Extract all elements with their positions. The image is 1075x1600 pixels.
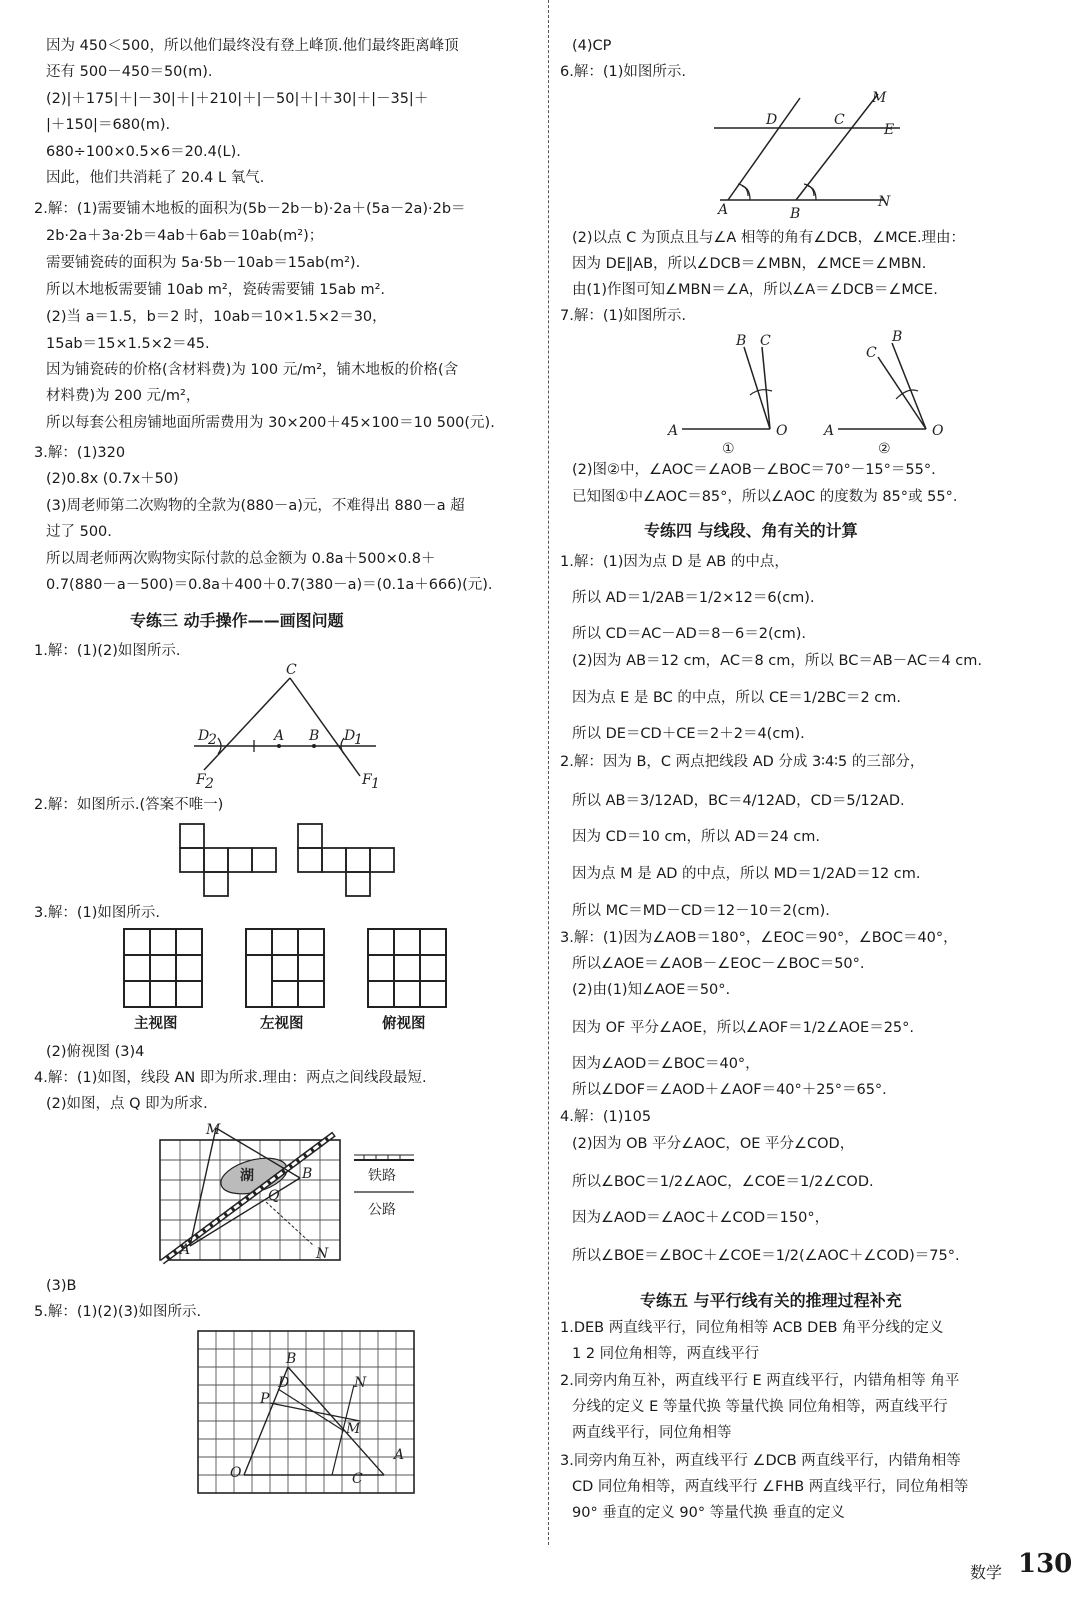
section-title-5: 专练五 与平行线有关的推理过程补充 xyxy=(640,1291,902,1310)
text-line: 2.同旁内角互补，两直线平行 E 两直线平行，内错角相等 角平 xyxy=(560,1373,960,1389)
text-line: 还有 500－450＝50(m). xyxy=(46,64,213,80)
text-line: 所以∠DOF＝∠AOD＋∠AOF＝40°＋25°＝65°. xyxy=(572,1082,887,1098)
text-line: (2)由(1)知∠AOE＝50°. xyxy=(572,982,731,998)
footer-subject: 数学 xyxy=(970,1563,1003,1582)
text-line: (3)周老师第二次购物的全款为(880－a)元，不难得出 880－a 超 xyxy=(46,498,465,514)
svg-text:Q: Q xyxy=(268,1188,280,1204)
text-line: (2)图②中，∠AOC＝∠AOB－∠BOC＝70°－15°＝55°. xyxy=(572,462,936,478)
svg-text:B: B xyxy=(309,728,320,744)
text-line: 所以 AB＝3/12AD，BC＝4/12AD，CD＝5/12AD. xyxy=(572,793,905,809)
text-line: 两直线平行，同位角相等 xyxy=(572,1425,732,1441)
text-line: 材料费)为 200 元/m²， xyxy=(46,388,201,404)
text-line: 1 2 同位角相等，两直线平行 xyxy=(572,1346,760,1362)
text-line: 因此，他们共消耗了 20.4 L 氧气. xyxy=(46,170,265,186)
text-line: 所以周老师两次购物实际付款的总金额为 0.8a＋500×0.8＋ xyxy=(46,551,436,567)
svg-text:B: B xyxy=(302,1166,313,1182)
text-line: 因为点 E 是 BC 的中点，所以 CE＝1/2BC＝2 cm. xyxy=(572,690,902,706)
figure-map-grid xyxy=(154,1120,454,1270)
text-line: 2.解：(1)需要铺木地板的面积为(5b－2b－b)·2a＋(5a－2a)·2b＝ xyxy=(34,201,466,217)
text-line: 由(1)作图可知∠MBN＝∠A，所以∠A＝∠DCB＝∠MCE. xyxy=(572,282,938,298)
svg-text:A: A xyxy=(180,1242,191,1258)
text-line: |＋150|＝680(m). xyxy=(46,117,171,133)
text-line: (2)0.8x (0.7x＋50) xyxy=(46,471,179,487)
text-line: CD 同位角相等，两直线平行 ∠FHB 两直线平行，同位角相等 xyxy=(572,1479,969,1495)
text-line: 所以 CD＝AC－AD＝8－6＝2(cm). xyxy=(572,626,806,642)
text-line: 1.DEB 两直线平行，同位角相等 ACB DEB 角平分线的定义 xyxy=(560,1320,944,1336)
text-line: 所以∠AOE＝∠AOB－∠EOC－∠BOC＝50°. xyxy=(572,956,865,972)
text-line: 6.解：(1)如图所示. xyxy=(560,64,686,80)
text-line: (2)以点 C 为顶点且与∠A 相等的角有∠DCB，∠MCE.理由： xyxy=(572,230,966,246)
figure-three-views xyxy=(118,925,498,1015)
text-line: 4.解：(1)如图，线段 AN 即为所求.理由：两点之间线段最短. xyxy=(34,1070,427,1086)
text-line: 因为铺瓷砖的价格(含材料费)为 100 元/m²，铺木地板的价格(含 xyxy=(46,362,459,378)
page-number: 130 xyxy=(1018,1549,1073,1579)
svg-text:D: D xyxy=(766,112,778,128)
figure-triangle-line xyxy=(184,660,384,790)
svg-text:M: M xyxy=(346,1421,361,1437)
text-line: 0.7(880－a－500)＝0.8a＋400＋0.7(380－a)＝(0.1a＋666)(元). xyxy=(46,577,493,593)
text-line: (2)当 a＝1.5，b＝2 时，10ab＝10×1.5×2＝30， xyxy=(46,309,387,325)
text-line: 2.解：因为 B，C 两点把线段 AD 分成 3∶4∶5 的三部分， xyxy=(560,754,925,770)
svg-text:B: B xyxy=(736,333,747,349)
svg-text:B: B xyxy=(892,329,903,345)
svg-text:C: C xyxy=(834,112,845,128)
section-title-4: 专练四 与线段、角有关的计算 xyxy=(644,521,858,540)
column-divider xyxy=(548,0,549,1545)
text-line: (2)如图，点 Q 即为所求. xyxy=(46,1096,208,1112)
svg-text:C: C xyxy=(352,1471,363,1487)
text-line: 所以∠BOE＝∠BOC＋∠COE＝1/2(∠AOC＋∠COD)＝75°. xyxy=(572,1248,960,1264)
figure-cube-nets xyxy=(174,820,504,900)
svg-text:C: C xyxy=(760,333,771,349)
text-line: 所以 AD＝1/2AB＝1/2×12＝6(cm). xyxy=(572,590,815,606)
text-line: 15ab＝15×1.5×2＝45. xyxy=(46,336,210,352)
railway-label: 铁路 xyxy=(368,1168,396,1184)
figure-angles xyxy=(660,325,960,455)
view-label: 左视图 xyxy=(260,1016,304,1032)
text-line: 需要铺瓷砖的面积为 5a·5b－10ab＝15ab(m²). xyxy=(46,255,361,271)
svg-text:1: 1 xyxy=(354,732,363,748)
text-line: (4)CP xyxy=(572,38,612,54)
svg-text:A: A xyxy=(668,423,679,439)
text-line: 因为 DE∥AB，所以∠DCB＝∠MBN，∠MCE＝∠MBN. xyxy=(572,256,927,272)
text-line: 所以木地板需要铺 10ab m²，瓷砖需要铺 15ab m². xyxy=(46,282,385,298)
svg-text:1: 1 xyxy=(371,776,380,790)
svg-text:M: M xyxy=(206,1122,221,1138)
svg-text:C: C xyxy=(866,345,877,361)
lake-label: 湖 xyxy=(240,1168,254,1184)
text-line: 2.解：如图所示.(答案不唯一) xyxy=(34,797,224,813)
svg-text:N: N xyxy=(878,194,891,210)
text-line: 3.解：(1)因为∠AOB＝180°，∠EOC＝90°，∠BOC＝40°， xyxy=(560,930,958,946)
svg-text:A: A xyxy=(824,423,835,439)
text-line: 1.解：(1)(2)如图所示. xyxy=(34,643,181,659)
text-line: 所以∠BOC＝1/2∠AOC，∠COE＝1/2∠COD. xyxy=(572,1174,874,1190)
text-line: 所以 MC＝MD－CD＝12－10＝2(cm). xyxy=(572,903,830,919)
svg-text:E: E xyxy=(884,122,895,138)
text-line: 3.同旁内角互补，两直线平行 ∠DCB 两直线平行，内错角相等 xyxy=(560,1453,961,1469)
svg-text:M: M xyxy=(872,90,887,106)
text-line: 680÷100×0.5×6＝20.4(L). xyxy=(46,144,241,160)
text-line: (3)B xyxy=(46,1278,77,1294)
text-line: (2)因为 AB＝12 cm，AC＝8 cm，所以 BC＝AB－AC＝4 cm. xyxy=(572,653,983,669)
text-line: 因为 OF 平分∠AOE，所以∠AOF＝1/2∠AOE＝25°. xyxy=(572,1020,915,1036)
svg-text:A: A xyxy=(718,202,729,218)
svg-text:O: O xyxy=(230,1465,242,1481)
figure-grid-points xyxy=(184,1325,424,1500)
text-line: 3.解：(1)如图所示. xyxy=(34,905,160,921)
text-line: 4.解：(1)105 xyxy=(560,1109,652,1125)
text-line: 1.解：(1)因为点 D 是 AB 的中点， xyxy=(560,554,789,570)
text-line: 因为点 M 是 AD 的中点，所以 MD＝1/2AD＝12 cm. xyxy=(572,866,921,882)
svg-text:A: A xyxy=(394,1447,405,1463)
road-label: 公路 xyxy=(368,1202,396,1218)
text-line: 90° 垂直的定义 90° 等量代换 垂直的定义 xyxy=(572,1505,845,1521)
svg-text:F: F xyxy=(196,772,206,788)
svg-text:F: F xyxy=(362,772,372,788)
svg-text:B: B xyxy=(790,206,801,222)
text-line: 3.解：(1)320 xyxy=(34,445,126,461)
section-title-3: 专练三 动手操作——画图问题 xyxy=(130,611,344,630)
view-label: 主视图 xyxy=(134,1016,178,1032)
svg-text:O: O xyxy=(776,423,788,439)
svg-text:D: D xyxy=(344,728,356,744)
view-label: 俯视图 xyxy=(382,1016,426,1032)
text-line: 因为 450＜500，所以他们最终没有登上峰顶.他们最终距离峰顶 xyxy=(46,38,459,54)
svg-text:D: D xyxy=(198,728,210,744)
text-line: 因为 CD＝10 cm，所以 AD＝24 cm. xyxy=(572,829,821,845)
svg-text:C: C xyxy=(286,662,297,678)
svg-text:N: N xyxy=(354,1375,367,1391)
text-line: 所以 DE＝CD＋CE＝2＋2＝4(cm). xyxy=(572,726,805,742)
text-line: (2)|＋175|＋|－30|＋|＋210|＋|－50|＋|＋30|＋|－35|＋ xyxy=(46,91,429,107)
text-line: 7.解：(1)如图所示. xyxy=(560,308,686,324)
text-line: 分线的定义 E 等量代换 等量代换 同位角相等，两直线平行 xyxy=(572,1399,948,1415)
fig7-label-2: ② xyxy=(878,441,891,455)
text-line: 因为∠AOD＝∠BOC＝40°， xyxy=(572,1056,760,1072)
svg-text:2: 2 xyxy=(205,776,214,790)
svg-text:P: P xyxy=(260,1391,270,1407)
svg-text:N: N xyxy=(316,1246,329,1262)
figure-parallel-lines xyxy=(700,84,920,224)
text-line: 5.解：(1)(2)(3)如图所示. xyxy=(34,1304,202,1320)
fig7-label-1: ① xyxy=(722,441,735,455)
text-line: 已知图①中∠AOC＝85°，所以∠AOC 的度数为 85°或 55°. xyxy=(572,489,958,505)
text-line: 所以每套公租房铺地面所需费用为 30×200＋45×100＝10 500(元). xyxy=(46,415,495,431)
text-line: (2)俯视图 (3)4 xyxy=(46,1044,145,1060)
svg-text:D: D xyxy=(278,1375,290,1391)
text-line: (2)因为 OB 平分∠AOC，OE 平分∠COD， xyxy=(572,1136,855,1152)
svg-text:A: A xyxy=(274,728,285,744)
text-line: 因为∠AOD＝∠AOC＋∠COD＝150°， xyxy=(572,1210,830,1226)
svg-text:O: O xyxy=(932,423,944,439)
svg-text:B: B xyxy=(286,1351,297,1367)
text-line: 过了 500. xyxy=(46,524,112,540)
svg-text:2: 2 xyxy=(208,732,217,748)
text-line: 2b·2a＋3a·2b＝4ab＋6ab＝10ab(m²)； xyxy=(46,228,324,244)
